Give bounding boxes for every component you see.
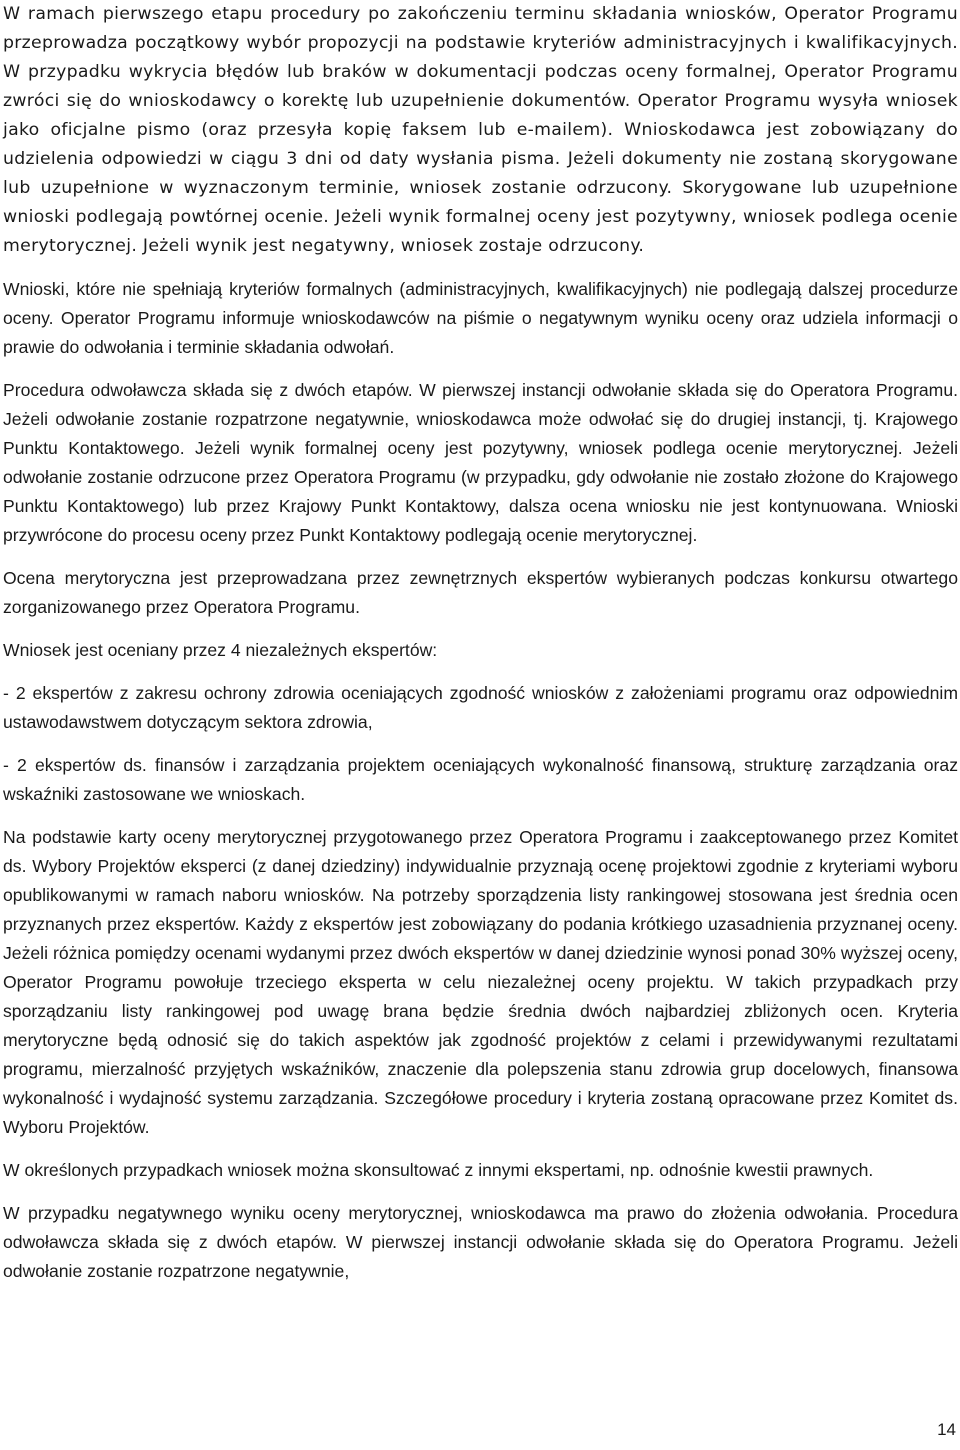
paragraph-negative-result-appeal: W przypadku negatywnego wyniku oceny merytorycznej, wnioskodawca ma prawo do złożenia odwołania. Procedura odwoławcza składa się z dwóch etapów. W pierwszej instancji odwołanie składa się do Operatora Programu. Jeżeli odwołanie zostanie rozpatrzone negatywnie, [3,1203,958,1281]
list-item-health-experts: - 2 ekspertów z zakresu ochrony zdrowia oceniających zgodność wniosków z założeniami programu oraz odpowiednim ustawodawstwem dotyczącym sektora zdrowia, [3,683,958,732]
paragraph-appeal-procedure: Procedura odwoławcza składa się z dwóch etapów. W pierwszej instancji odwołanie składa się do Operatora Programu. Jeżeli odwołanie zostanie rozpatrzone negatywnie, wnioskodawca może odwołać się do drugiej instancji, tj. Krajowego Punktu Kontaktowego. Jeżeli wynik formalnej oceny jest pozytywny, wniosek podlega ocenie merytorycznej. Jeżeli odwołanie zostanie odrzucone przez Operatora Programu (w przypadku, gdy odwołanie nie zostało złożone do Krajowego Punktu Kontaktowego) lub przez Krajowy Punkt Kontaktowy, dalsza ocena wniosku nie jest kontynuowana. Wnioski przywrócone do procesu oceny przez Punkt Kontaktowy podlegają ocenie merytorycznej. [3,380,958,545]
paragraph-evaluation-card: Na podstawie karty oceny merytorycznej przygotowanego przez Operatora Programu i zaakceptowanego przez Komitet ds. Wybory Projektów eksperci (z danej dziedziny) indywidualnie przyznają ocenę projektowi zgodnie z kryteriami wyboru opublikowanymi w ramach naboru wniosków. Na potrzeby sporządzenia listy rankingowej stosowana jest średnia ocen przyznanych przez ekspertów. Każdy z ekspertów jest zobowiązany do podania krótkiego uzasadnienia przyznanej oceny. Jeżeli różnica pomiędzy ocenami wydanymi przez dwóch ekspertów w danej dziedzinie wynosi ponad 30% wyższej oceny, Operator Programu powołuje trzeciego eksperta w celu niezależnej oceny projektu. W takich przypadkach przy sporządzaniu listy rankingowej pod uwagę brana będzie średnia dwóch najbardziej zbliżonych ocen. Kryteria merytoryczne będą odnosić się do takich aspektów jak zgodność projektów z celami i przewidywanymi rezultatami programu, mierzalność przyjętych wskaźników, znaczenie dla polepszenia stanu zdrowia grup docelowych, finansowa wykonalność i wydajność systemu zarządzania. Szczegółowe procedury i kryteria zostaną opracowane przez Komitet ds. Wyboru Projektów. [3,827,958,1137]
paragraph-rejected-applications: Wnioski, które nie spełniają kryteriów formalnych (administracyjnych, kwalifikacyjnych) nie podlegają dalszej procedurze oceny. Operator Programu informuje wnioskodawców na piśmie o negatywnym wyniku oceny oraz udziela informacji o prawie do odwołania i terminie składania odwołań. [3,279,958,357]
paragraph-formal-evaluation: W ramach pierwszego etapu procedury po zakończeniu terminu składania wniosków, Operator Programu przeprowadza początkowy wybór propozycji na podstawie kryteriów administracyjnych i kwalifikacyjnych. W przypadku wykrycia błędów lub braków w dokumentacji podczas oceny formalnej, Operator Programu zwróci się do wnioskodawcy o korektę lub uzupełnienie dokumentów. Operator Programu wysyła wniosek jako oficjalne pismo (oraz przesyła kopię faksem lub e-mailem). Wnioskodawca jest zobowiązany do udzielenia odpowiedzi w ciągu 3 dni od daty wysłania pisma. Jeżeli dokumenty nie zostaną skorygowane lub uzupełnione w wyznaczonym terminie, wniosek zostanie odrzucony. Skorygowane lub uzupełnione wnioski podlegają powtórnej ocenie. Jeżeli wynik formalnej oceny jest pozytywny, wniosek podlega ocenie merytorycznej. Jeżeli wynik jest negatywny, wniosek zostaje odrzucony. [3,4,958,256]
paragraph-consultation: W określonych przypadkach wniosek można skonsultować z innymi ekspertami, np. odnośnie kwestii prawnych. [3,1160,874,1180]
document-page [3,0,958,1286]
page-number: 14 [937,1420,956,1439]
list-item-finance-experts: - 2 ekspertów ds. finansów i zarządzania projektem oceniających wykonalność finansową, strukturę zarządzania oraz wskaźniki zastosowane we wnioskach. [3,755,958,804]
paragraph-experts-intro: Wniosek jest oceniany przez 4 niezależnych ekspertów: [3,640,438,660]
paragraph-merit-evaluation: Ocena merytoryczna jest przeprowadzana przez zewnętrznych ekspertów wybieranych podczas konkursu otwartego zorganizowanego przez Operatora Programu. [3,568,958,617]
